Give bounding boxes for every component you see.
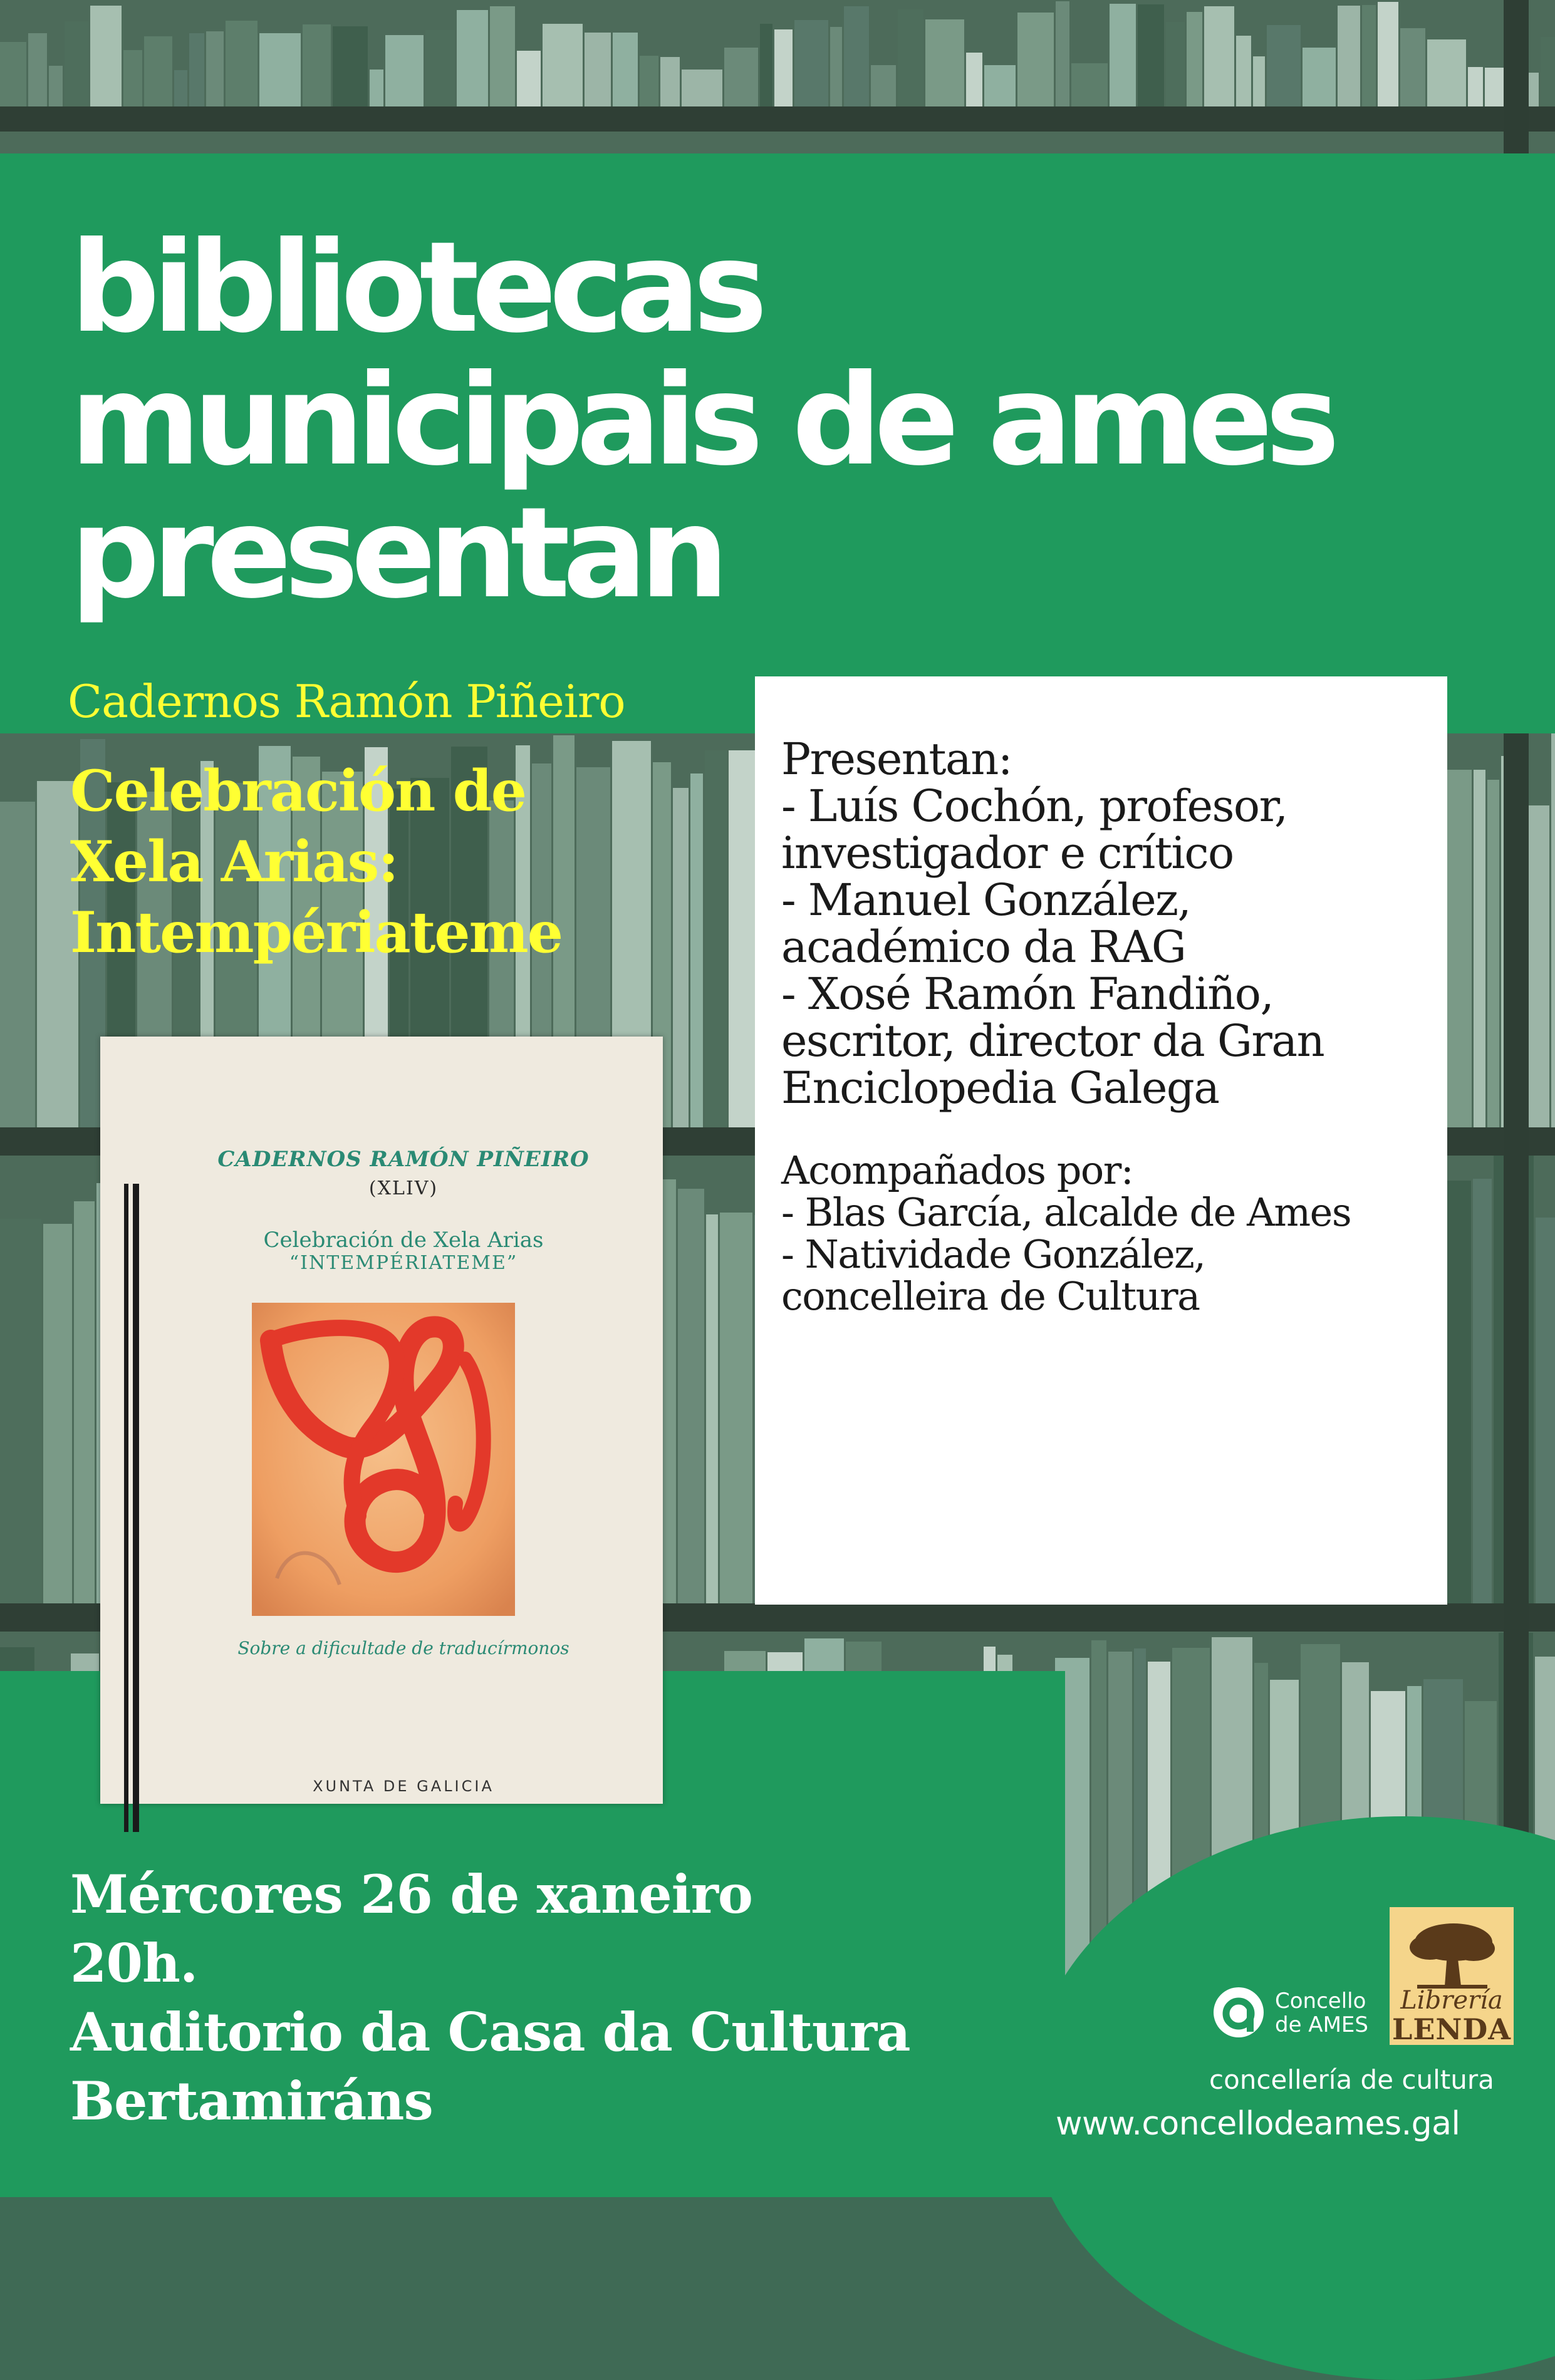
- book-spine: [385, 35, 424, 106]
- book-spine: [705, 750, 727, 1127]
- website-link[interactable]: www.concellodeames.gal: [1056, 2105, 1460, 2143]
- concello-ames-logo-icon: [1210, 1984, 1267, 2041]
- department-name: concellería de cultura: [1209, 2064, 1494, 2095]
- book-spine: [206, 31, 224, 106]
- book-spine: [303, 24, 331, 106]
- book-spine: [144, 36, 172, 106]
- book-spine: [585, 33, 611, 106]
- concello-line-2: de AMES: [1275, 2012, 1368, 2037]
- book-title-line-2: Xela Arias:: [70, 829, 398, 895]
- event-venue: Auditorio da Casa da Cultura: [70, 2001, 910, 2063]
- book-spine: [794, 20, 828, 106]
- book-spine: [1138, 4, 1164, 106]
- headline-line-1: bibliotecas: [70, 215, 761, 361]
- book-spine: [1056, 1, 1069, 106]
- book-spine: [1338, 6, 1360, 106]
- book-spine: [490, 6, 515, 106]
- book-spine: [333, 26, 368, 106]
- cover-number: (XLIV): [368, 1177, 439, 1199]
- book-spine: [174, 70, 187, 106]
- presenter-line: - Xosé Ramón Fandiño,: [781, 968, 1274, 1020]
- book-spine: [678, 1189, 704, 1603]
- book-spine: [74, 1201, 95, 1603]
- book-spine: [1187, 12, 1202, 106]
- book-spine: [966, 53, 982, 106]
- event-place: Bertamiráns: [70, 2070, 433, 2132]
- book-spine: [640, 56, 658, 106]
- book-spine: [1468, 67, 1483, 106]
- accompanied-line: concelleira de Cultura: [781, 1273, 1200, 1319]
- book-spine: [0, 1219, 41, 1603]
- book-spine: [1474, 770, 1485, 1127]
- book-spine: [543, 24, 583, 106]
- book-spine: [898, 9, 923, 106]
- book-spine: [706, 1214, 718, 1603]
- book-spine: [189, 33, 204, 106]
- book-spine: [226, 21, 257, 106]
- book-spine: [49, 66, 63, 106]
- presenter-line: - Manuel González,: [781, 874, 1191, 926]
- book-spine: [28, 33, 47, 106]
- book-spine: [724, 48, 758, 106]
- series-name: Cadernos Ramón Piñeiro: [68, 675, 625, 728]
- concello-line-1: Concello: [1275, 1989, 1366, 2014]
- book-spine: [457, 10, 488, 106]
- book-cover: [100, 1037, 663, 1804]
- book-spine: [65, 21, 88, 106]
- accompanied-line: - Natividade González,: [781, 1231, 1205, 1277]
- book-spine: [123, 50, 142, 106]
- cover-subtitle: “INTEMPÉRIATEME”: [289, 1252, 518, 1274]
- book-spine: [774, 29, 793, 106]
- presenter-line: Enciclopedia Galega: [781, 1062, 1219, 1114]
- headline-line-2: municipais de ames: [70, 348, 1333, 494]
- book-spine: [682, 70, 722, 106]
- presenter-line: escritor, director da Gran: [781, 1015, 1324, 1067]
- book-spine: [1400, 28, 1425, 106]
- event-date: Mércores 26 de xaneiro: [70, 1863, 752, 1925]
- cover-title: Celebración de Xela Arias: [263, 1228, 544, 1253]
- libreria-word: Librería: [1400, 1986, 1503, 2015]
- book-spine: [1017, 13, 1054, 106]
- book-spine: [673, 788, 689, 1127]
- book-spine: [0, 42, 26, 106]
- book-spine: [1536, 1218, 1555, 1603]
- book-spine: [1551, 733, 1555, 1127]
- book-spine: [370, 70, 383, 106]
- book-title-line-1: Celebración de: [70, 758, 526, 824]
- headline-line-3: presentan: [70, 480, 722, 626]
- tree-icon: [1405, 1916, 1499, 1991]
- presenter-line: investigador e crítico: [781, 827, 1234, 879]
- book-spine: [1204, 6, 1234, 106]
- book-spine: [1166, 22, 1185, 106]
- book-spine: [0, 802, 35, 1127]
- book-spine: [925, 19, 964, 106]
- libreria-lenda-logo: [1390, 1907, 1514, 2045]
- book-spine: [1253, 56, 1265, 106]
- book-spine: [259, 33, 301, 106]
- book-spine: [1487, 780, 1499, 1127]
- presenter-line: - Luís Cochón, profesor,: [781, 780, 1287, 832]
- accompanied-heading: Acompañados por:: [781, 1147, 1133, 1193]
- presenter-line: académico da RAG: [781, 921, 1186, 973]
- cover-series: CADERNOS RAMÓN PIÑEIRO: [217, 1147, 590, 1172]
- book-spine: [729, 750, 755, 1127]
- book-spine: [660, 57, 680, 106]
- cover-rule: [124, 1184, 128, 1832]
- book-spine: [844, 6, 869, 106]
- presenters-panel: [755, 676, 1447, 1605]
- book-spine: [720, 1213, 752, 1603]
- cover-rule: [133, 1184, 139, 1832]
- book-spine: [90, 6, 122, 106]
- book-spine: [760, 24, 772, 106]
- accompanied-line: - Blas García, alcalde de Ames: [781, 1189, 1351, 1235]
- presenters-heading: Presentan:: [781, 733, 1012, 785]
- book-spine: [690, 773, 703, 1127]
- book-spine: [1236, 36, 1251, 106]
- book-spine: [1362, 5, 1376, 106]
- concello-ames-logo-text: [1275, 1989, 1368, 2037]
- book-spine: [1303, 48, 1336, 106]
- book-spine: [1473, 1179, 1492, 1603]
- book-spine: [613, 33, 638, 106]
- book-spine: [1110, 4, 1136, 106]
- event-time: 20h.: [70, 1932, 198, 1994]
- book-spine: [1267, 25, 1301, 106]
- book-spine: [830, 27, 842, 106]
- cover-artwork: [252, 1303, 515, 1616]
- book-spine: [984, 65, 1016, 106]
- libreria-name: LENDA: [1391, 2012, 1512, 2046]
- book-spine: [871, 65, 896, 106]
- book-spine: [1071, 63, 1108, 106]
- book-spine: [425, 30, 455, 106]
- book-spine: [1541, 37, 1555, 106]
- book-spine: [43, 1224, 72, 1603]
- book-spine: [1378, 2, 1398, 106]
- book-spine: [1427, 39, 1466, 106]
- book-spine: [517, 51, 541, 106]
- book-title-line-3: Intempériateme: [70, 899, 563, 966]
- cover-publisher: XUNTA DE GALICIA: [313, 1777, 494, 1795]
- cover-tagline: Sobre a dificultade de traducírmonos: [237, 1638, 569, 1658]
